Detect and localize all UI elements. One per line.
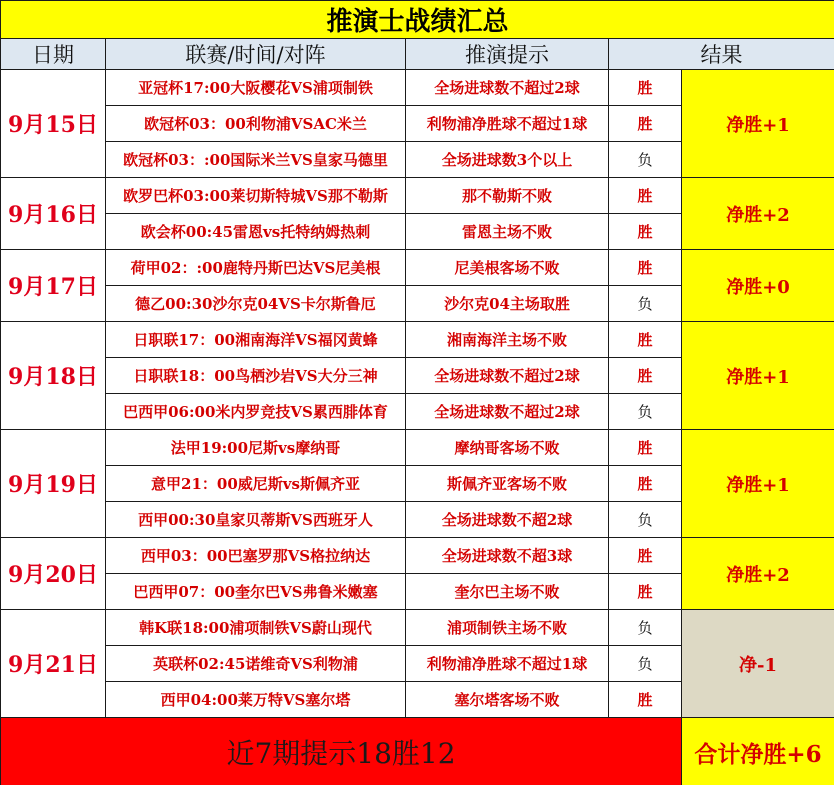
result-cell: 胜 <box>609 214 682 250</box>
tip-cell: 那不勒斯不败 <box>406 178 609 214</box>
tip-cell: 全场进球数3个以上 <box>406 142 609 178</box>
table-row <box>1 178 834 214</box>
match-cell: 韩K联18:00浦项制铁VS蔚山现代 <box>106 610 406 646</box>
result-cell: 胜 <box>609 106 682 142</box>
tip-cell: 利物浦净胜球不超过1球 <box>406 106 609 142</box>
header-tip: 推演提示 <box>406 39 609 70</box>
tip-cell: 尼美根客场不败 <box>406 250 609 286</box>
date-cell: 9月18日 <box>1 322 106 430</box>
tip-cell: 奎尔巴主场不败 <box>406 574 609 610</box>
result-cell: 胜 <box>609 250 682 286</box>
match-cell: 日职联17：00湘南海洋VS福冈黄蜂 <box>106 322 406 358</box>
match-cell: 法甲19:00尼斯vs摩纳哥 <box>106 430 406 466</box>
table-row <box>1 322 834 358</box>
results-body <box>1 70 834 718</box>
result-cell: 负 <box>609 610 682 646</box>
result-cell: 负 <box>609 142 682 178</box>
match-cell: 欧冠杯03：00利物浦VSAC米兰 <box>106 106 406 142</box>
result-cell: 胜 <box>609 178 682 214</box>
match-cell: 巴西甲07：00奎尔巴VS弗鲁米嫩塞 <box>106 574 406 610</box>
match-cell: 欧冠杯03：:00国际米兰VS皇家马德里 <box>106 142 406 178</box>
match-cell: 欧罗巴杯03:00莱切斯特城VS那不勒斯 <box>106 178 406 214</box>
summary-text: 近7期提示18胜12 <box>1 718 682 785</box>
result-cell: 负 <box>609 646 682 682</box>
match-cell: 亚冠杯17:00大阪樱花VS浦项制铁 <box>106 70 406 106</box>
match-cell: 英联杯02:45诺维奇VS利物浦 <box>106 646 406 682</box>
table-row <box>1 70 834 106</box>
match-cell: 德乙00:30沙尔克04VS卡尔斯鲁厄 <box>106 286 406 322</box>
net-result-cell: 净胜+1 <box>682 322 834 430</box>
header-date: 日期 <box>1 39 106 70</box>
match-cell: 欧会杯00:45雷恩vs托特纳姆热刺 <box>106 214 406 250</box>
tip-cell: 全场进球数不超过2球 <box>406 358 609 394</box>
date-cell: 9月15日 <box>1 70 106 178</box>
date-cell: 9月20日 <box>1 538 106 610</box>
net-result-cell: 净胜+0 <box>682 250 834 322</box>
tip-cell: 浦项制铁主场不败 <box>406 610 609 646</box>
net-result-cell: 净胜+1 <box>682 70 834 178</box>
date-cell: 9月21日 <box>1 610 106 718</box>
sheet-title: 推演士战绩汇总 <box>1 1 834 39</box>
match-cell: 西甲03：00巴塞罗那VS格拉纳达 <box>106 538 406 574</box>
net-result-cell: 净-1 <box>682 610 834 718</box>
match-cell: 西甲00:30皇家贝蒂斯VS西班牙人 <box>106 502 406 538</box>
tip-cell: 全场进球数不超过2球 <box>406 70 609 106</box>
date-cell: 9月17日 <box>1 250 106 322</box>
tip-cell: 全场进球数不超3球 <box>406 538 609 574</box>
table-row <box>1 538 834 574</box>
tip-cell: 全场进球数不超2球 <box>406 502 609 538</box>
header-match: 联赛/时间/对阵 <box>106 39 406 70</box>
date-cell: 9月16日 <box>1 178 106 250</box>
tip-cell: 全场进球数不超过2球 <box>406 394 609 430</box>
result-cell: 负 <box>609 502 682 538</box>
net-result-cell: 净胜+1 <box>682 430 834 538</box>
total-net: 合计净胜+6 <box>682 718 834 785</box>
table-row <box>1 430 834 466</box>
tip-cell: 雷恩主场不败 <box>406 214 609 250</box>
net-result-cell: 净胜+2 <box>682 538 834 610</box>
tip-cell: 利物浦净胜球不超过1球 <box>406 646 609 682</box>
result-cell: 胜 <box>609 466 682 502</box>
result-cell: 胜 <box>609 538 682 574</box>
result-cell: 负 <box>609 286 682 322</box>
match-cell: 意甲21：00威尼斯vs斯佩齐亚 <box>106 466 406 502</box>
tip-cell: 斯佩齐亚客场不败 <box>406 466 609 502</box>
table-row <box>1 610 834 646</box>
date-cell: 9月19日 <box>1 430 106 538</box>
match-cell: 西甲04:00莱万特VS塞尔塔 <box>106 682 406 718</box>
match-cell: 巴西甲06:00米内罗竞技VS累西腓体育 <box>106 394 406 430</box>
match-cell: 荷甲02：:00鹿特丹斯巴达VS尼美根 <box>106 250 406 286</box>
net-result-cell: 净胜+2 <box>682 178 834 250</box>
header-row <box>1 39 834 70</box>
match-cell: 日职联18：00鸟栖沙岩VS大分三神 <box>106 358 406 394</box>
tip-cell: 沙尔克04主场取胜 <box>406 286 609 322</box>
summary-row <box>1 718 834 785</box>
result-cell: 胜 <box>609 322 682 358</box>
header-result: 结果 <box>609 39 834 70</box>
tip-cell: 湘南海洋主场不败 <box>406 322 609 358</box>
result-cell: 胜 <box>609 358 682 394</box>
result-cell: 胜 <box>609 574 682 610</box>
table-row <box>1 250 834 286</box>
result-cell: 胜 <box>609 682 682 718</box>
tip-cell: 摩纳哥客场不败 <box>406 430 609 466</box>
result-cell: 胜 <box>609 70 682 106</box>
title-row <box>1 1 834 39</box>
result-cell: 胜 <box>609 430 682 466</box>
result-cell: 负 <box>609 394 682 430</box>
tip-cell: 塞尔塔客场不败 <box>406 682 609 718</box>
